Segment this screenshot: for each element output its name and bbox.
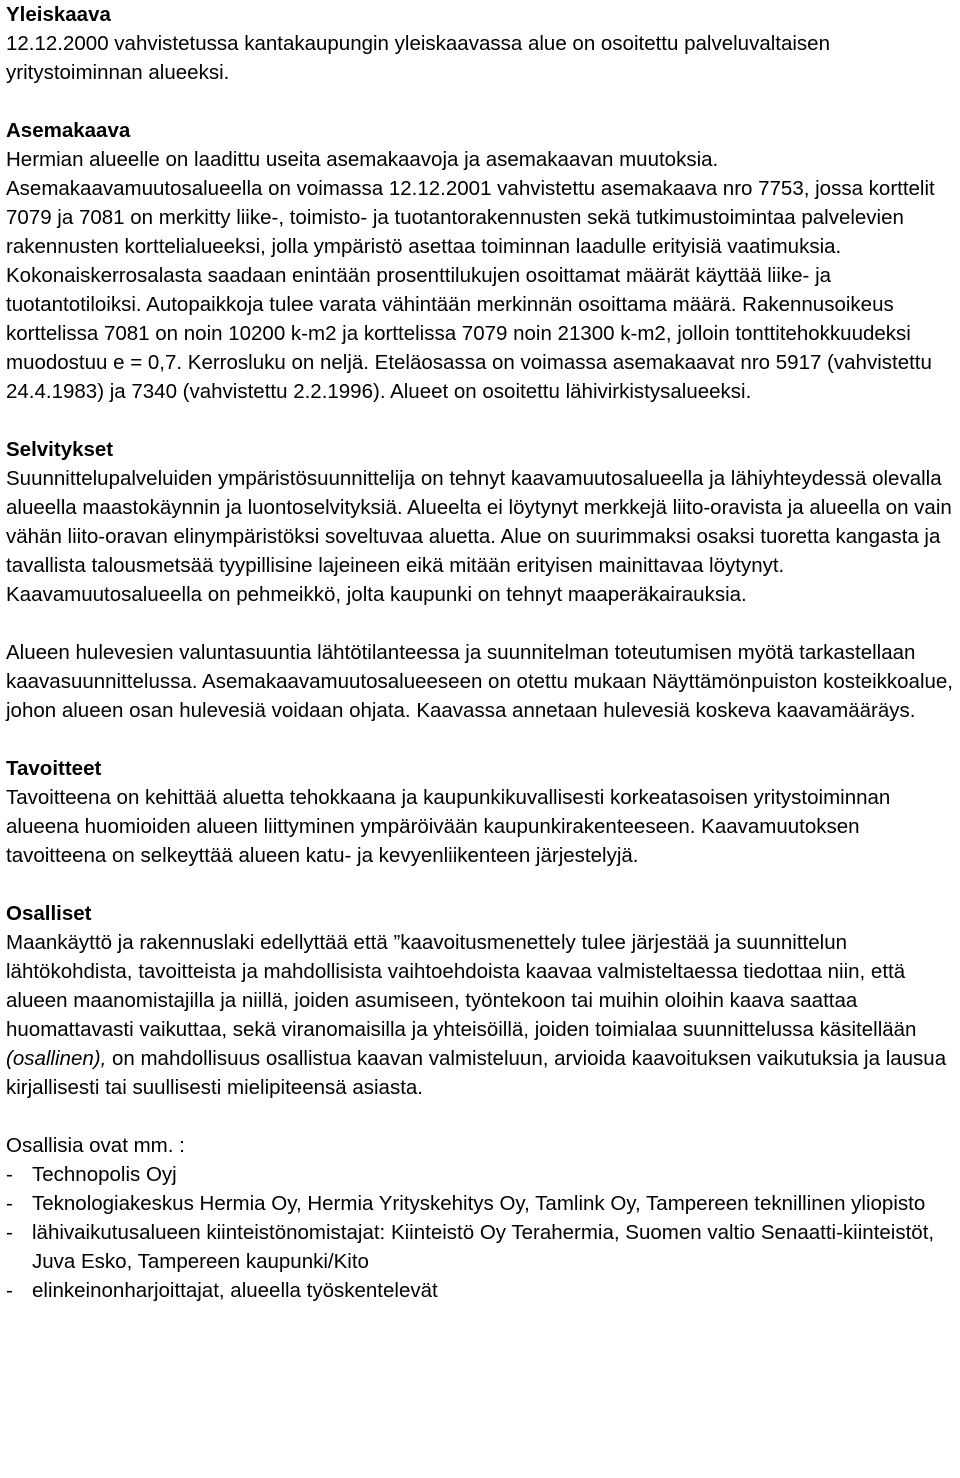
paragraph-selvitykset-2: Alueen hulevesien valuntasuuntia lähtötilanteessa ja suunnitelman toteutumisen myötä tarkastellaan kaavasuunnittelussa. Asemakaavamuutosalueeseen on otettu mukaan Näyttämönpuiston kosteikkoalue, johon alueen osan hulevesiä voidaan ohjata. Kaavassa annetaan hulevesiä koskeva kaavamääräys. <box>6 641 954 722</box>
section-osalliset <box>6 899 954 1305</box>
paragraph-asemakaava: Hermian alueelle on laadittu useita asemakaavoja ja asemakaavan muutoksia. Asemakaavamuutosalueella on voimassa 12.12.2001 vahvistettu asemakaava nro 7753, jossa korttelit 7079 ja 7081 on merkitty liike-, toimisto- ja tuotantorakennusten sekä tutkimustoimintaa palvelevien rakennusten korttelialueeksi, jolla ympäristö asettaa toiminnan laadulle erityisiä vaatimuksia. Kokonaiskerrosalasta saadaan enintään prosenttilukujen osoittamat määrät käyttää liike- ja tuotantotiloiksi. Autopaikkoja tulee varata vähintään merkinnän osoittama määrä. Rakennusoikeus korttelissa 7081 on noin 10200 k-m2 ja korttelissa 7079 noin 21300 k-m2, jolloin tonttitehokkuudeksi muodostuu e = 0,7. Kerrosluku on neljä. Eteläosassa on voimassa asemakaavat nro 5917 (vahvistettu 24.4.1983) ja 7340 (vahvistettu 2.2.1996). Alueet on osoitettu lähivirkistysalueeksi. <box>6 148 935 403</box>
section-asemakaava <box>6 116 954 406</box>
spacer <box>6 870 954 899</box>
heading-selvitykset: Selvitykset <box>6 438 114 461</box>
spacer <box>6 725 954 754</box>
list-item: - elinkeinonharjoittajat, alueella työskentelevät <box>6 1276 954 1305</box>
section-tavoitteet <box>6 754 954 870</box>
spacer <box>6 406 954 435</box>
heading-tavoitteet: Tavoitteet <box>6 757 102 780</box>
osalliset-italic-term: (osallinen), <box>6 1047 107 1070</box>
section-yleiskaava <box>6 0 954 87</box>
osalliset-text-before: Maankäyttö ja rakennuslaki edellyttää että ”kaavoitusmenettely tulee järjestää ja suunnittelun lähtökohdista, tavoitteista ja mahdollisista vaihtoehdoista kaavaa valmisteltaessa tiedottaa niin, että alueen maanomistajilla ja niillä, joiden asumiseen, työntekoon tai muihin oloihin kaava saattaa huomattavasti vaikuttaa, sekä viranomaisilla ja yhteisöillä, joiden toimialaa suunnittelussa käsitellään <box>6 931 917 1041</box>
list-item: - Teknologiakeskus Hermia Oy, Hermia Yrityskehitys Oy, Tamlink Oy, Tampereen teknillinen yliopisto <box>6 1189 954 1218</box>
paragraph-yleiskaava: 12.12.2000 vahvistetussa kantakaupungin yleiskaavassa alue on osoitettu palveluvaltaisen yritystoiminnan alueeksi. <box>6 32 830 84</box>
heading-asemakaava: Asemakaava <box>6 119 131 142</box>
spacer <box>6 1102 954 1131</box>
list-item: - Technopolis Oyj <box>6 1160 954 1189</box>
heading-osalliset: Osalliset <box>6 902 92 925</box>
osalliset-list <box>6 1160 954 1305</box>
osalliset-text-after: on mahdollisuus osallistua kaavan valmisteluun, arvioida kaavoituksen vaikutuksia ja lausua kirjallisesti tai suullisesti mielipiteensä asiasta. <box>6 1047 947 1099</box>
osalliset-list-intro: Osallisia ovat mm. : <box>6 1134 185 1157</box>
heading-yleiskaava: Yleiskaava <box>6 3 111 26</box>
spacer <box>6 87 954 116</box>
list-item: - lähivaikutusalueen kiinteistönomistajat: Kiinteistö Oy Terahermia, Suomen valtio Senaatti-kiinteistöt, Juva Esko, Tampereen kaupunki/Kito <box>6 1218 954 1276</box>
section-selvitykset <box>6 435 954 725</box>
paragraph-tavoitteet: Tavoitteena on kehittää aluetta tehokkaana ja kaupunkikuvallisesti korkeatasoisen yritystoiminnan alueena huomioiden alueen liittyminen ympäröivään kaupunkirakenteeseen. Kaavamuutoksen tavoitteena on selkeyttää alueen katu- ja kevyenliikenteen järjestelyjä. <box>6 786 891 867</box>
paragraph-selvitykset-1: Suunnittelupalveluiden ympäristösuunnittelija on tehnyt kaavamuutosalueella ja lähiyhteydessä olevalla alueella maastokäynnin ja luontoselvityksiä. Alueelta ei löytynyt merkkejä liito-oravista ja alueella on vain vähän liito-oravan elinympäristöksi soveltuvaa aluetta. Alue on suurimmaksi osaksi tuoretta kangasta ja tavallista talousmetsää tyypillisine lajeineen eikä mitään erityisen mainittavaa löytynyt. Kaavamuutosalueella on pehmeikkö, jolta kaupunki on tehnyt maaperäkairauksia. <box>6 467 952 606</box>
spacer <box>6 609 954 638</box>
paragraph-osalliset <box>6 928 954 1102</box>
